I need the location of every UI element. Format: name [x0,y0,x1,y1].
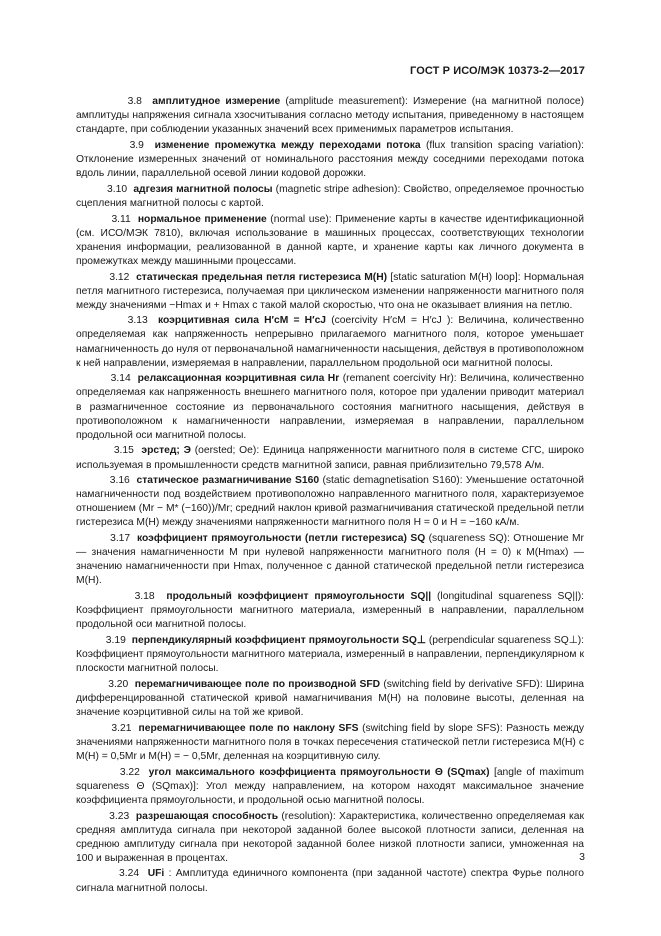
definition-3-14 [76,372,584,442]
definition-text: (squareness SQ): Отношение Mr — значения намагниченности M при нулевой напряженности магнитного поля (H = 0) к M(Hmax) — значению намагниченности при Hmax, полученное с данной статической предельной петли гистерезиса M(H). [76,533,584,587]
definition-text: (static demagnetisation S160): Уменьшение остаточной намагниченности под воздействием противоположно направленного магнитного поля, характеризуемое отношением (Mr − M* (−160))/Mr; средний наклон кривой размагничивания статической предельной петли гистерезиса M(H) между значениями напряженности магнитного поля H = 0 и H = −160 кА/м. [76,475,584,529]
definition-3-20 [76,678,584,720]
term: амплитудное измерение [152,96,281,107]
term: эрстед; Э [141,445,191,457]
definition-text: (normal use): Применение карты в качестве идентификационной (см. ИСО/МЭК 7810), включая использование в машинных процессах, соответствующих технологии хранения информации, реализованной в данной карте, и хранение карты как личного документа в промежутках между машинными процессами. [76,213,584,267]
definition-text: : Амплитуда единичного компонента (при заданной частоте) спектра Фурье полного сигнала магнитной полосы. [76,868,584,894]
clause-number: 3.10 [107,183,128,195]
page-number: 3 [579,851,585,863]
term: перемагничивающее поле по производной SFD [134,678,381,690]
definition-3-19 [76,634,584,676]
definition-text: (perpendicular squareness SQ⊥): Коэффициент прямоугольности магнитного материала, измеренный в направлении, перпендикулярном к плоскости магнитной полосы. [76,635,584,675]
definition-text: [angle of maximum squareness Θ (SQmax)]: Угол между направлением, на котором находят максимальное значение коэффициента прямоугольности, и продольной осью магнитной полосы. [76,766,584,806]
definition-3-22 [76,766,584,808]
definition-text: (switching field by slope SFS): Разность между значениями напряженности магнитного поля в точках пересечения статической петли гистерезиса M(H) с M(H) = 0,5Mr и M(H) = − 0,5Mr, деленная на коэрцитивную силу. [76,722,585,762]
clause-number: 3.19 [105,635,126,646]
clause-number: 3.18 [134,591,155,603]
definition-3-24 [76,867,584,895]
definition-3-12 [76,271,584,313]
definition-text: [static saturation M(H) loop]: Нормальная петля магнитного гистерезиса, получаемая при циклическом изменении напряженности магнитного поля между значениями −Hmax и + Hmax с такой малой скоростью, что она не оказывает влияния на петлю. [76,271,584,311]
term: статическая предельная петля гистерезиса M(H) [136,271,388,283]
definition-3-15 [76,444,584,472]
definition-3-18 [76,590,584,632]
definition-text: (switching field by derivative SFD): Ширина дифференцированной статической кривой намагничивания M(H) на половине высоты, деленная на значение коэрцитивной силы на той же кривой. [76,678,585,719]
definition-text: (amplitude measurement): Измерение (на магнитной полосе) амплитуды напряжения сигнала хзосчитывания согласно методу испытания, приведенному в настоящем стандарте, при соблюдении указанных значений всех применимых параметров испытания. [76,96,584,136]
standard-header: ГОСТ Р ИСО/МЭК 10373-2—2017 [410,65,585,77]
clause-number: 3.8 [127,96,142,107]
definition-text: (longitudinal squareness SQ||): Коэффициент прямоугольности магнитного материала, измеренный в направлении, параллельном продольной оси магнитной полосы. [76,591,584,631]
clause-number: 3.20 [108,678,129,690]
term: изменение промежутка между переходами потока [154,139,421,151]
definition-3-11 [76,213,584,269]
term: продольный коэффициент прямоугольности SQ|| [166,591,432,603]
term: релаксационная коэрцитивная сила Hr [137,373,340,385]
term: перпендикулярный коэффициент прямоугольности SQ⊥ [131,635,426,646]
term: статическое размагничивание S160 [136,475,320,487]
definition-text: (resolution): Характеристика, количественно определяемая как средняя амплитуда сигнала при некоторой заданной более высокой плотности записи, деленная на среднюю амплитуду сигнала при некоторой заданной более низкой плотности записи, умноженная на 100 и выраженная в процентах. [76,810,584,864]
definition-text: (coercivity H′cM = H′cJ ): Величина, количественно определяемая как напряженность непрерывно прилагаемого магнитного поля, которое уменьшает намагниченность до нуля от первоначальной намагниченности насыщения, действуя в противоположном к ней направлении, измеряемая в направлении, параллельном продольной оси магнитной полосы. [76,315,585,369]
definition-3-23 [76,810,584,866]
clause-number: 3.22 [119,766,140,778]
clause-number: 3.9 [129,139,144,151]
term: перемагничивающее поле по наклону SFS [138,722,359,734]
term: разрешающая способность [135,810,279,822]
clause-number: 3.13 [127,315,148,327]
definition-3-9 [76,139,584,181]
definition-3-8 [76,95,584,137]
definition-text: (flux transition spacing variation): Отклонение измеренных значений от номинального расстояния между соседними переходами потока вдоль линии, параллельной осевой линии кодовой дорожки. [76,139,584,180]
clause-number: 3.17 [110,533,131,545]
clause-number: 3.23 [109,810,130,822]
definition-text: (oersted; Oe): Единица напряженности магнитного поля в системе СГС, широко используемая в промышленности средств магнитной записи, равная приблизительно 79,578 А/м. [76,445,584,471]
clause-number: 3.24 [119,868,140,880]
definition-3-17 [76,532,584,588]
clause-number: 3.14 [110,373,131,385]
definition-text: (remanent coercivity Hr): Величина, количественно определяемая как напряженность внешнего магнитного поля, которое при удалении приводит материал в размагниченное состояние из первоначального состояния магнитного насыщения, действуя в противоположном к намагниченности направлении, измеряемая в направлении, параллельном продольной оси магнитной полосы. [76,373,584,441]
definition-3-16 [76,474,584,530]
term: адгезия магнитной полосы [133,183,273,195]
definition-3-21 [76,722,584,764]
definition-3-10 [76,183,584,211]
clause-number: 3.11 [111,213,131,225]
term: коэффициент прямоугольности (петли гистерезиса) SQ [136,533,426,545]
definition-3-13 [76,314,584,370]
term: UFi [147,868,165,880]
definitions-body [76,95,584,897]
clause-number: 3.21 [111,722,132,734]
definition-text: (magnetic stripe adhesion): Свойство, определяемое прочностью сцепления магнитной полосы с картой. [76,183,585,209]
term: коэрцитивная сила H′cM = H′cJ [158,315,327,327]
clause-number: 3.15 [113,445,134,457]
term: угол максимального коэффициента прямоугольности Θ (SQmax) [148,766,490,778]
term: нормальное применение [137,213,267,225]
clause-number: 3.12 [109,271,130,283]
clause-number: 3.16 [109,475,130,487]
